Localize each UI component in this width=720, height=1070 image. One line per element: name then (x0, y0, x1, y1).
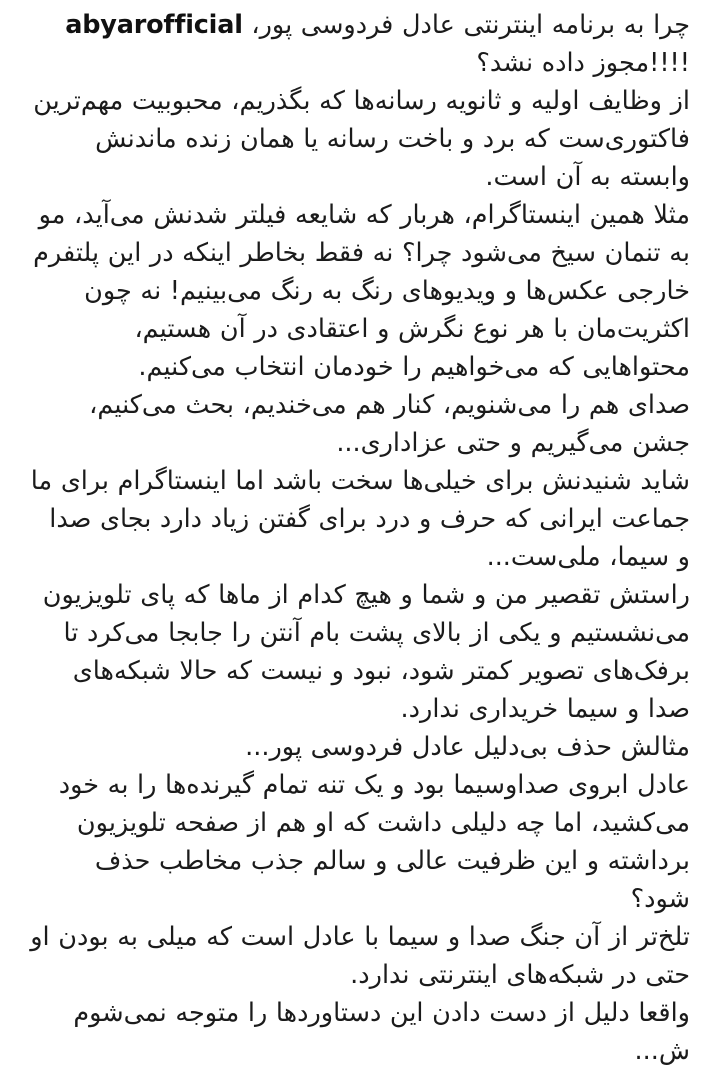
caption-paragraph-3: مثلا همین اینستاگرام، هربار که شایعه فیلتر شدنش می‌آید، مو به تنمان سیخ می‌شود چرا؟ نه فقط بخاطر اینکه در این پلتفرم خارجی عکس‌ها و ویدیوهای رنگ به رنگ می‌بینیم! نه چون اکثریت‌مان با هر نوع نگرش و اعتقادی در آن هستیم، محتواهایی که می‌خواهیم را خودمان انتخاب می‌کنیم. (33, 200, 690, 382)
caption-paragraph-5: شاید شنیدنش برای خیلی‌ها سخت باشد اما اینستاگرام برای ما جماعت ایرانی که حرف و درد برای گفتن زیاد دارد بجای صدا و سیما، ملی‌ست... (30, 466, 690, 572)
caption-paragraph-6: راستش تقصیر من و شما و هیچ کدام از ماها که پای تلویزیون می‌نشستیم و یکی از بالای پشت بام آنتن را جابجا می‌کرد تا برفک‌های تصویر کمتر شود، نبود و نیست که حالا شبکه‌های صدا و سیما خریداری ندارد. (42, 580, 690, 724)
post-username[interactable]: abyarofficial (65, 10, 243, 40)
caption-paragraph-7: مثالش حذف بی‌دلیل عادل فردوسی پور... (245, 732, 690, 762)
caption-paragraph-10: واقعا دلیل از دست دادن این دستاوردها را متوجه نمی‌شوم (73, 998, 690, 1028)
caption-paragraph-9: تلخ‌تر از آن جنگ صدا و سیما با عادل است که میلی به بودن او حتی در شبکه‌های اینترنتی ندارد. (30, 922, 690, 990)
caption-paragraph-4: صدای هم را می‌شنویم، کنار هم می‌خندیم، بحث می‌کنیم، جشن می‌گیریم و حتی عزاداری... (89, 390, 690, 458)
caption-paragraph-8: عادل ابروی صداوسیما بود و یک تنه تمام گیرنده‌ها را به خود می‌کشید، اما چه دلیلی داشت که او هم از صفحه تلویزیون برداشته و این ظرفیت عالی و سالم جذب مخاطب حذف شود؟ (58, 770, 690, 914)
caption-paragraph-1 (30, 6, 690, 82)
caption-text-block (30, 6, 690, 1066)
caption-paragraph-2: از وظایف اولیه و ثانویه رسانه‌ها که بگذریم، محبوبیت مهم‌ترین فاکتوری‌ست که برد و باخت رسانه یا همان زنده ماندنش وابسته به آن است. (33, 86, 690, 192)
clipped-bottom-line: ش... (634, 1036, 690, 1066)
caption-paragraph-1-text: چرا به برنامه اینترنتی عادل فردوسی پور، مجوز داده نشد؟!!!! (251, 10, 690, 78)
